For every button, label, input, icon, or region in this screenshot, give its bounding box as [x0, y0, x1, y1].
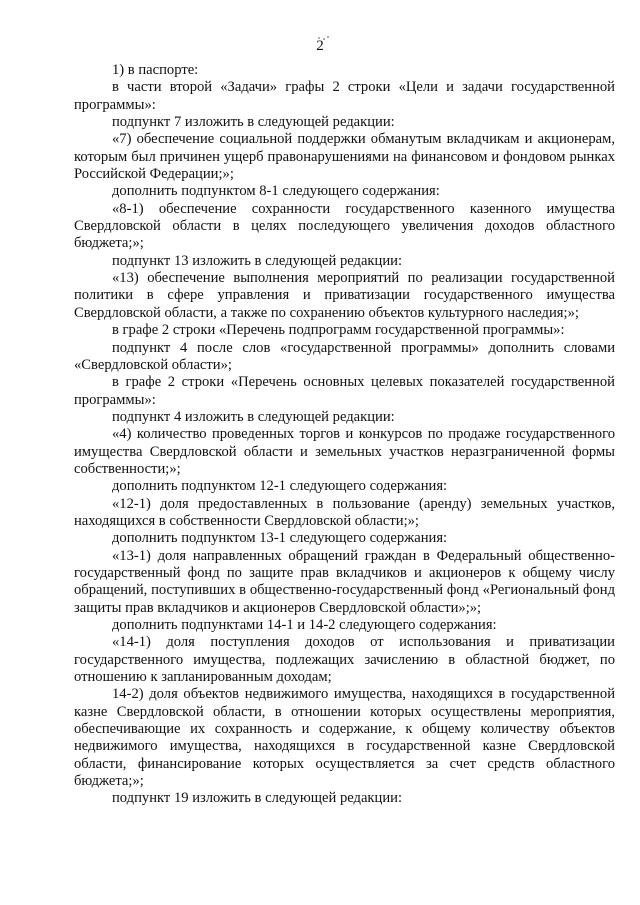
paragraph-indicators-column: в графе 2 строки «Перечень основных целевых показателей государственной программы»:	[74, 374, 615, 408]
paragraph-subitem-13-text: «13) обеспечение выполнения мероприятий по реализации государственной политики в сфере управления и приватизации государственного имущества Свердловской области, а также по сохранению объектов культурного наследия;»;	[74, 270, 615, 321]
paragraph-subitem-4-addition: подпункт 4 после слов «государственной программы» дополнить словами «Свердловской области»;	[74, 339, 615, 373]
paragraph-subprograms-column: в графе 2 строки «Перечень подпрограмм государственной программы»:	[112, 322, 565, 339]
paragraph-subitem-14-2-text: 14-2) доля объектов недвижимого имущества, находящихся в государственной казне Свердловской области, в отношении которых осуществлены мероприятия, обеспечивающие их сохранность и содержание, к общему количеству объектов недвижимого имущества, находящихся в государственной казне Свердловской области, финансирование которых осуществляется за счет средств областного бюджета;»;	[74, 686, 615, 790]
document-body	[74, 62, 615, 808]
paragraph-subitem-12-1-text: «12-1) доля предоставленных в пользование (аренду) земельных участков, находящихся в собственности Свердловской области;»;	[74, 495, 615, 529]
paragraph-subitem-13-1-intro: дополнить подпунктом 13-1 следующего содержания:	[112, 530, 448, 547]
paragraph-subitem-7-text: «7) обеспечение социальной поддержки обманутым вкладчикам и акционерам, которым был причинен ущерб правонарушениями на финансовом и фондовом рынках Российской Федерации;»;	[74, 131, 615, 183]
paragraph-subitem-7-intro: подпункт 7 изложить в следующей редакции:	[112, 114, 395, 131]
paragraph-subitem-14-1-text: «14-1) доля поступления доходов от использования и приватизации государственного имущества, подлежащих зачислению в областной бюджет, по отношению к запланированным доходам;	[74, 634, 615, 686]
page-number: 2	[316, 38, 324, 54]
paragraph-subitem-4-intro: подпункт 4 изложить в следующей редакции:	[112, 408, 395, 425]
paragraph-subitem-19-intro: подпункт 19 изложить в следующей редакции:	[112, 790, 403, 807]
paragraph-subitem-12-1-intro: дополнить подпунктом 12-1 следующего содержания:	[112, 478, 448, 495]
paragraph-subitem-4-text: «4) количество проведенных торгов и конкурсов по продаже государственного имущества Свердловской области и земельных участков неразграниченной формы собственности;»;	[74, 426, 615, 477]
paragraph-subitem-8-1-intro: дополнить подпунктом 8-1 следующего содержания:	[112, 183, 440, 200]
paragraph-tasks-section: в части второй «Задачи» графы 2 строки «Цели и задачи государственной программы»:	[74, 79, 615, 113]
paragraph-subitem-8-1-text: «8-1) обеспечение сохранности государственного казенного имущества Свердловской области в целях последующего увеличения доходов областного бюджета;»;	[74, 200, 615, 252]
paragraph-subitem-13-intro: подпункт 13 изложить в следующей редакции:	[112, 252, 403, 269]
paragraph-subitems-14-intro: дополнить подпунктами 14-1 и 14-2 следующего содержания:	[112, 617, 497, 633]
paragraph-passport: 1) в паспорте:	[112, 62, 199, 78]
paragraph-subitem-13-1-text: «13-1) доля направленных обращений граждан в Федеральный общественно-государственный фонд по защите прав вкладчиков и акционеров к общему числу обращений, поступивших в общественно-государственный фонд «Региональный фонд защиты прав вкладчиков и акционеров Свердловской области»;»;	[74, 547, 615, 616]
